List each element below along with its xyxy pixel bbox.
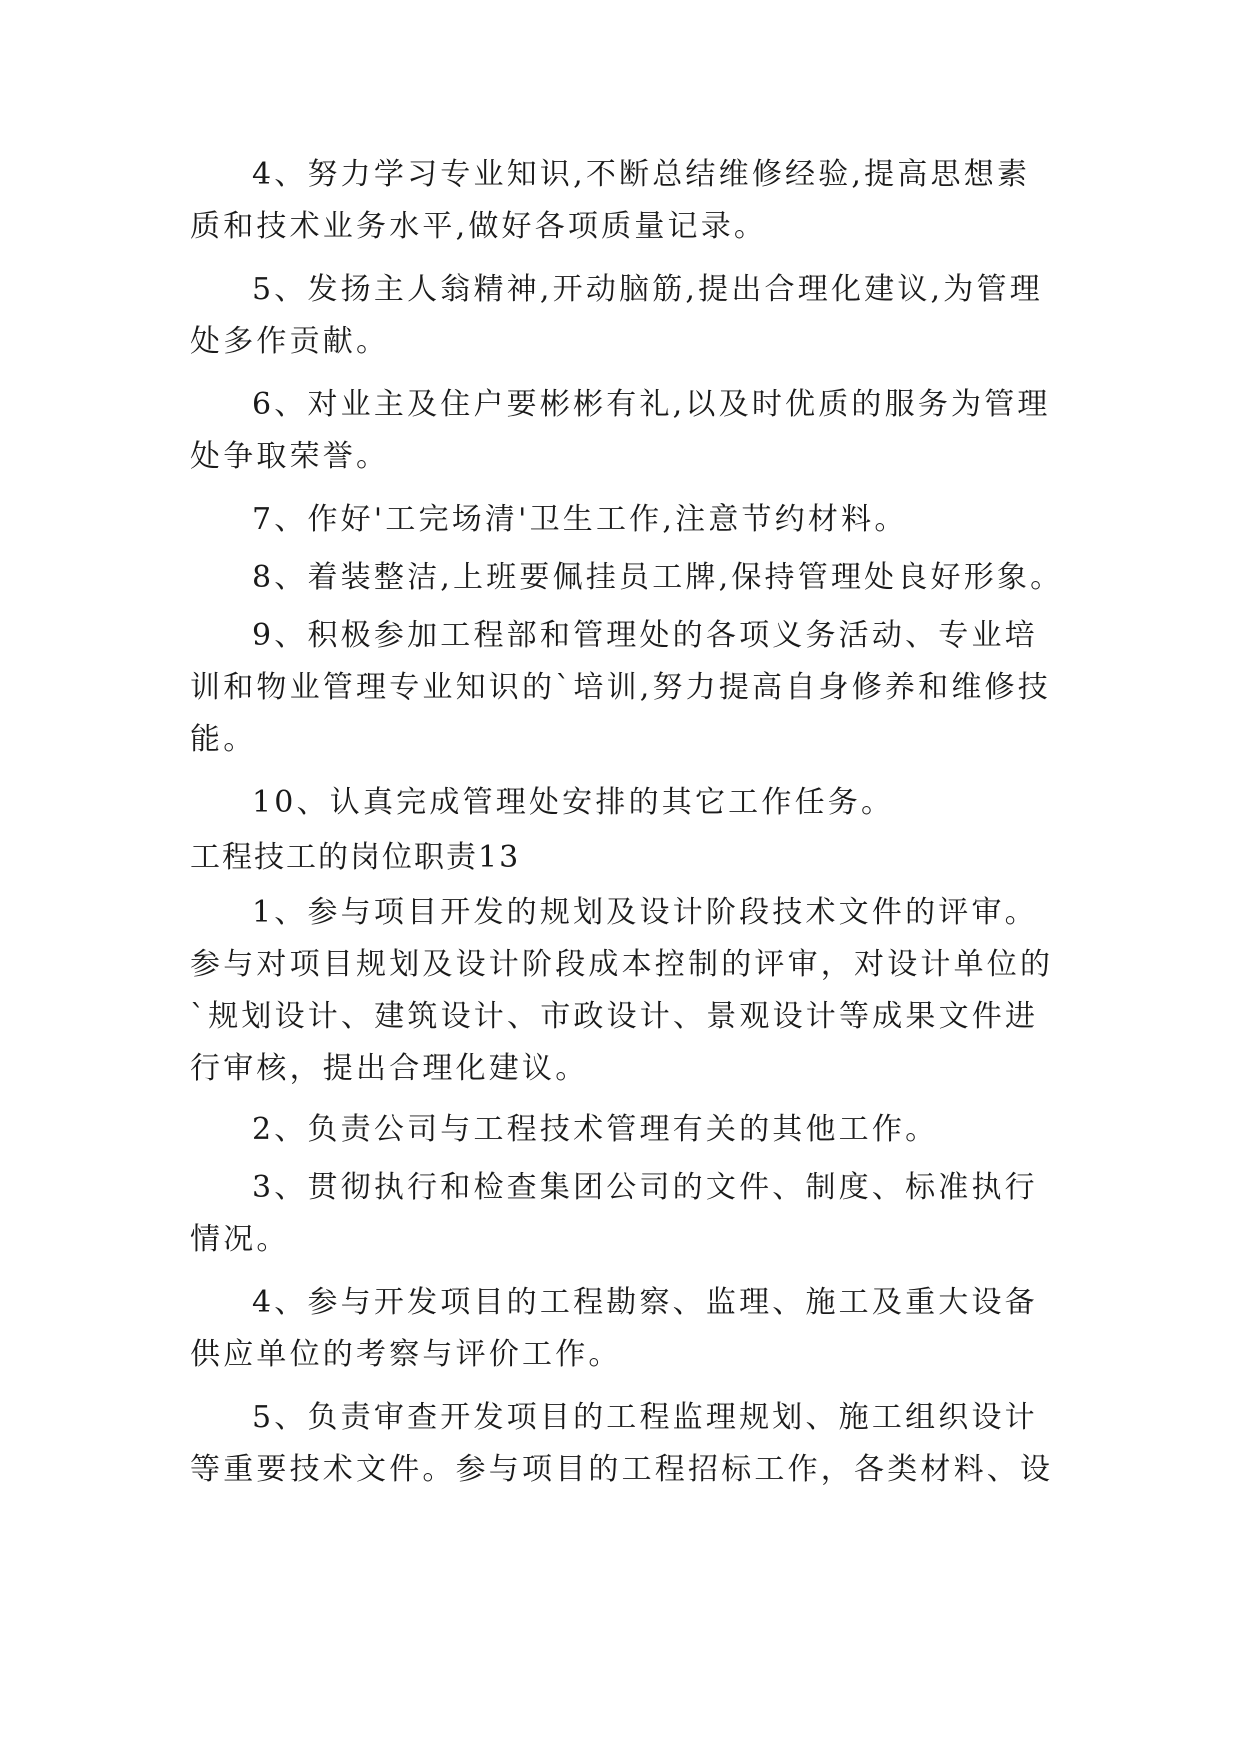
paragraph-6-line-1: 6、对业主及住户要彬彬有礼,以及时优质的服务为管理 — [252, 387, 1051, 422]
paragraph-9-line-2: 训和物业管理专业知识的`培训,努力提高自身修养和维修技 — [190, 670, 1051, 705]
paragraph-5-line-2: 处多作贡献。 — [190, 324, 390, 359]
duty-1-line-4: 行审核，提出合理化建议。 — [190, 1051, 589, 1086]
paragraph-4-line-1: 4、努力学习专业知识,不断总结维修经验,提高思想素 — [252, 157, 1031, 192]
duty-4-line-2: 供应单位的考察与评价工作。 — [190, 1337, 622, 1372]
paragraph-9-line-3: 能。 — [190, 722, 257, 757]
duty-1-line-2: 参与对项目规划及设计阶段成本控制的评审，对设计单位的 — [190, 947, 1054, 982]
duty-3-line-1: 3、贯彻执行和检查集团公司的文件、制度、标准执行 — [252, 1170, 1038, 1205]
paragraph-8: 8、着装整洁,上班要佩挂员工牌,保持管理处良好形象。 — [252, 560, 1064, 595]
section-heading: 工程技工的岗位职责13 — [190, 840, 521, 875]
paragraph-6-line-2: 处争取荣誉。 — [190, 439, 390, 474]
paragraph-4-line-2: 质和技术业务水平,做好各项质量记录。 — [190, 209, 768, 244]
paragraph-5-line-1: 5、发扬主人翁精神,开动脑筋,提出合理化建议,为管理 — [252, 272, 1043, 307]
duty-2: 2、负责公司与工程技术管理有关的其他工作。 — [252, 1112, 939, 1147]
duty-5-line-1: 5、负责审查开发项目的工程监理规划、施工组织设计 — [252, 1400, 1038, 1435]
duty-1-line-1: 1、参与项目开发的规划及设计阶段技术文件的评审。 — [252, 895, 1038, 930]
paragraph-9-line-1: 9、积极参加工程部和管理处的各项义务活动、专业培 — [252, 618, 1038, 653]
paragraph-10: 10、认真完成管理处安排的其它工作任务。 — [252, 785, 895, 820]
duty-5-line-2: 等重要技术文件。参与项目的工程招标工作，各类材料、设 — [190, 1452, 1054, 1487]
duty-3-line-2: 情况。 — [190, 1222, 290, 1257]
paragraph-7: 7、作好'工完场清'卫生工作,注意节约材料。 — [252, 502, 908, 537]
duty-1-line-3: `规划设计、建筑设计、市政设计、景观设计等成果文件进 — [190, 999, 1039, 1034]
duty-4-line-1: 4、参与开发项目的工程勘察、监理、施工及重大设备 — [252, 1285, 1038, 1320]
